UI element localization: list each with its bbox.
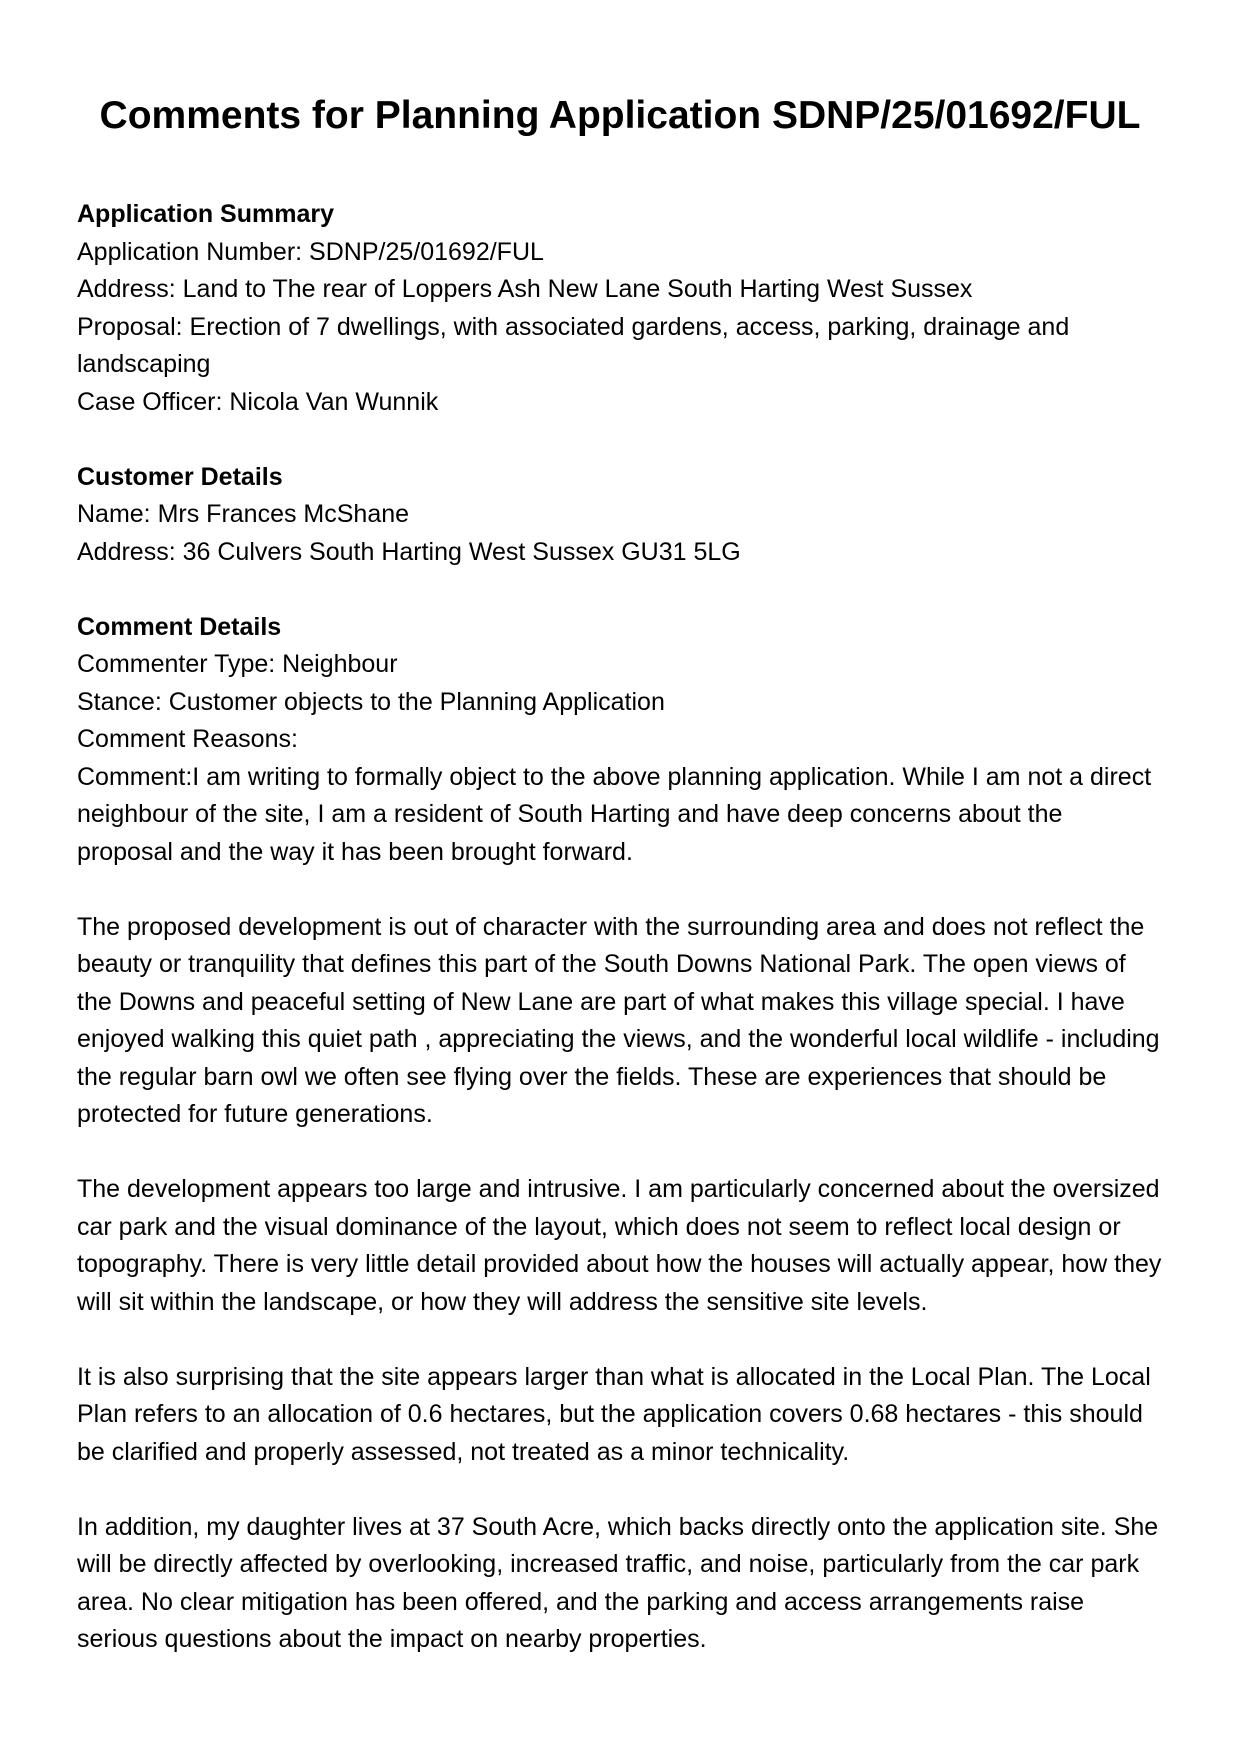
stance-line: Stance: Customer objects to the Planning Application	[77, 687, 665, 716]
customer-details-heading: Customer Details	[77, 462, 283, 491]
application-address-line: Address: Land to The rear of Loppers Ash New Lane South Harting West Sussex	[77, 275, 973, 303]
application-number-line: Application Number: SDNP/25/01692/FUL	[77, 237, 544, 266]
comment-paragraph-2: The proposed development is out of character with the surrounding area and does not reflect the beauty or tranquility that defines this part of the South Downs National Park. The open views of the Downs and peaceful setting of New Lane are part of what makes this village special. I have enjoyed walking this quiet path , appreciating the views, and the wonderful local wildlife - including the regular barn owl we often see flying over the fields. These are experiences that should be protected for future generations.	[77, 912, 1160, 1128]
section-comment-details	[77, 609, 1163, 1659]
commenter-type-line: Commenter Type: Neighbour	[77, 650, 398, 678]
customer-address-line: Address: 36 Culvers South Harting West Sussex GU31 5LG	[77, 537, 741, 566]
comment-paragraph-4: It is also surprising that the site appears larger than what is allocated in the Local Plan. The Local Plan refers to an allocation of 0.6 hectares, but the application covers 0.68 hectares - this should be clarified and properly assessed, not treated as a minor technicality.	[77, 1362, 1151, 1466]
comment-reasons-line: Comment Reasons:	[77, 725, 298, 753]
application-summary-heading: Application Summary	[77, 200, 334, 228]
section-customer-details	[77, 459, 1163, 572]
customer-name-line: Name: Mrs Frances McShane	[77, 500, 410, 528]
comment-paragraph-3: The development appears too large and intrusive. I am particularly concerned about the oversized car park and the visual dominance of the layout, which does not seem to reflect local design or topography. There is very little detail provided about how the houses will actually appear, how they will sit within the landscape, or how they will address the sensitive site levels.	[77, 1175, 1162, 1316]
comment-details-heading: Comment Details	[77, 612, 282, 641]
application-proposal-line: Proposal: Erection of 7 dwellings, with associated gardens, access, parking, drainage and landscaping	[77, 312, 1070, 378]
case-officer-line: Case Officer: Nicola Van Wunnik	[77, 387, 439, 416]
comment-paragraph-1: Comment:I am writing to formally object to the above planning application. While I am not a direct neighbour of the site, I am a resident of South Harting and have deep concerns about the proposal and the way it has been brought forward.	[77, 762, 1152, 866]
section-application-summary	[77, 196, 1163, 421]
document-title: Comments for Planning Application SDNP/25/01692/FUL	[99, 94, 1141, 137]
comment-paragraph-5: In addition, my daughter lives at 37 South Acre, which backs directly onto the application site. She will be directly affected by overlooking, increased traffic, and noise, particularly from the car park area. No clear mitigation has been offered, and the parking and access arrangements raise serious questions about the impact on nearby properties.	[77, 1512, 1159, 1653]
